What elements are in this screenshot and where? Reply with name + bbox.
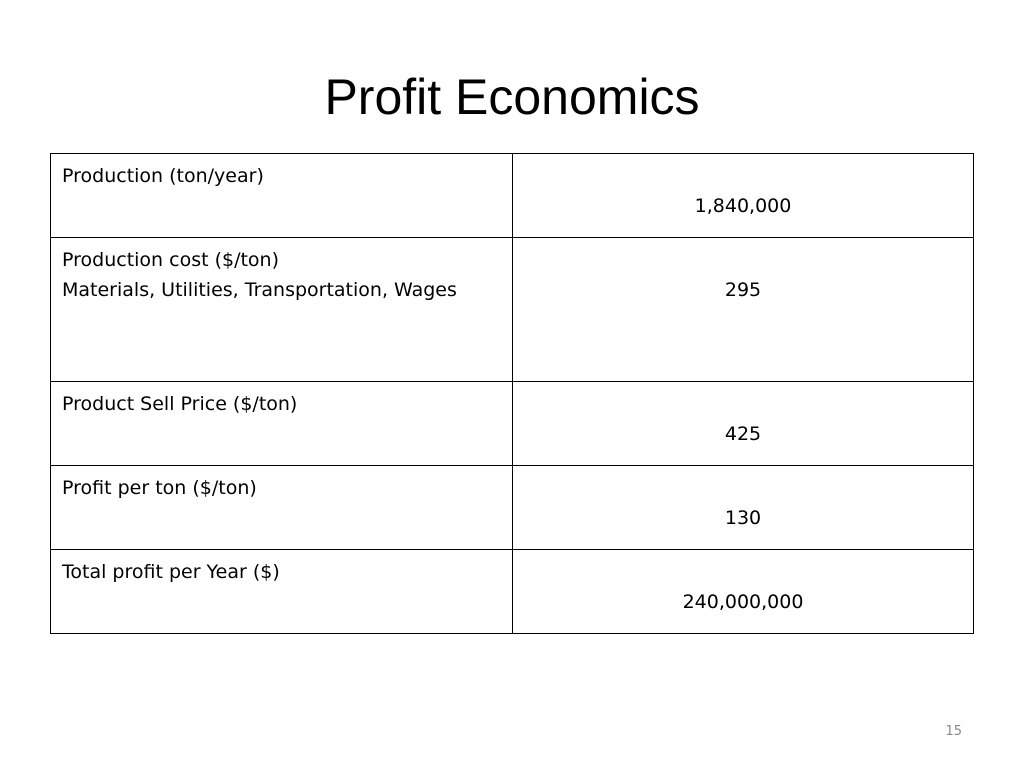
row-sublabel: Materials, Utilities, Transportation, Wages xyxy=(62,279,457,301)
slide-title: Profit Economics xyxy=(324,69,700,125)
row-label: Total profit per Year ($) xyxy=(62,561,280,583)
row-value: 130 xyxy=(724,507,762,529)
row-value: 425 xyxy=(724,423,762,445)
row-value: 1,840,000 xyxy=(694,195,792,217)
row-label: Product Sell Price ($/ton) xyxy=(62,393,298,415)
table-row xyxy=(51,550,974,634)
row-label: Profit per ton ($/ton) xyxy=(62,477,257,499)
row-label-cell xyxy=(51,238,513,382)
table-row xyxy=(51,466,974,550)
row-label-cell xyxy=(51,466,513,550)
row-label-cell xyxy=(51,550,513,634)
row-value-cell xyxy=(513,466,974,550)
table-row xyxy=(51,154,974,238)
row-value-cell xyxy=(513,550,974,634)
row-value: 295 xyxy=(724,279,762,301)
profit-table xyxy=(50,153,974,634)
table-row xyxy=(51,382,974,466)
row-label-cell xyxy=(51,154,513,238)
row-label-cell xyxy=(51,382,513,466)
row-value-cell xyxy=(513,382,974,466)
row-value-cell xyxy=(513,154,974,238)
table-row xyxy=(51,238,974,382)
row-label: Production (ton/year) xyxy=(62,165,264,187)
row-value: 240,000,000 xyxy=(682,591,804,613)
row-label: Production cost ($/ton) xyxy=(62,249,280,271)
row-value-cell xyxy=(513,238,974,382)
page-number: 15 xyxy=(945,724,962,739)
